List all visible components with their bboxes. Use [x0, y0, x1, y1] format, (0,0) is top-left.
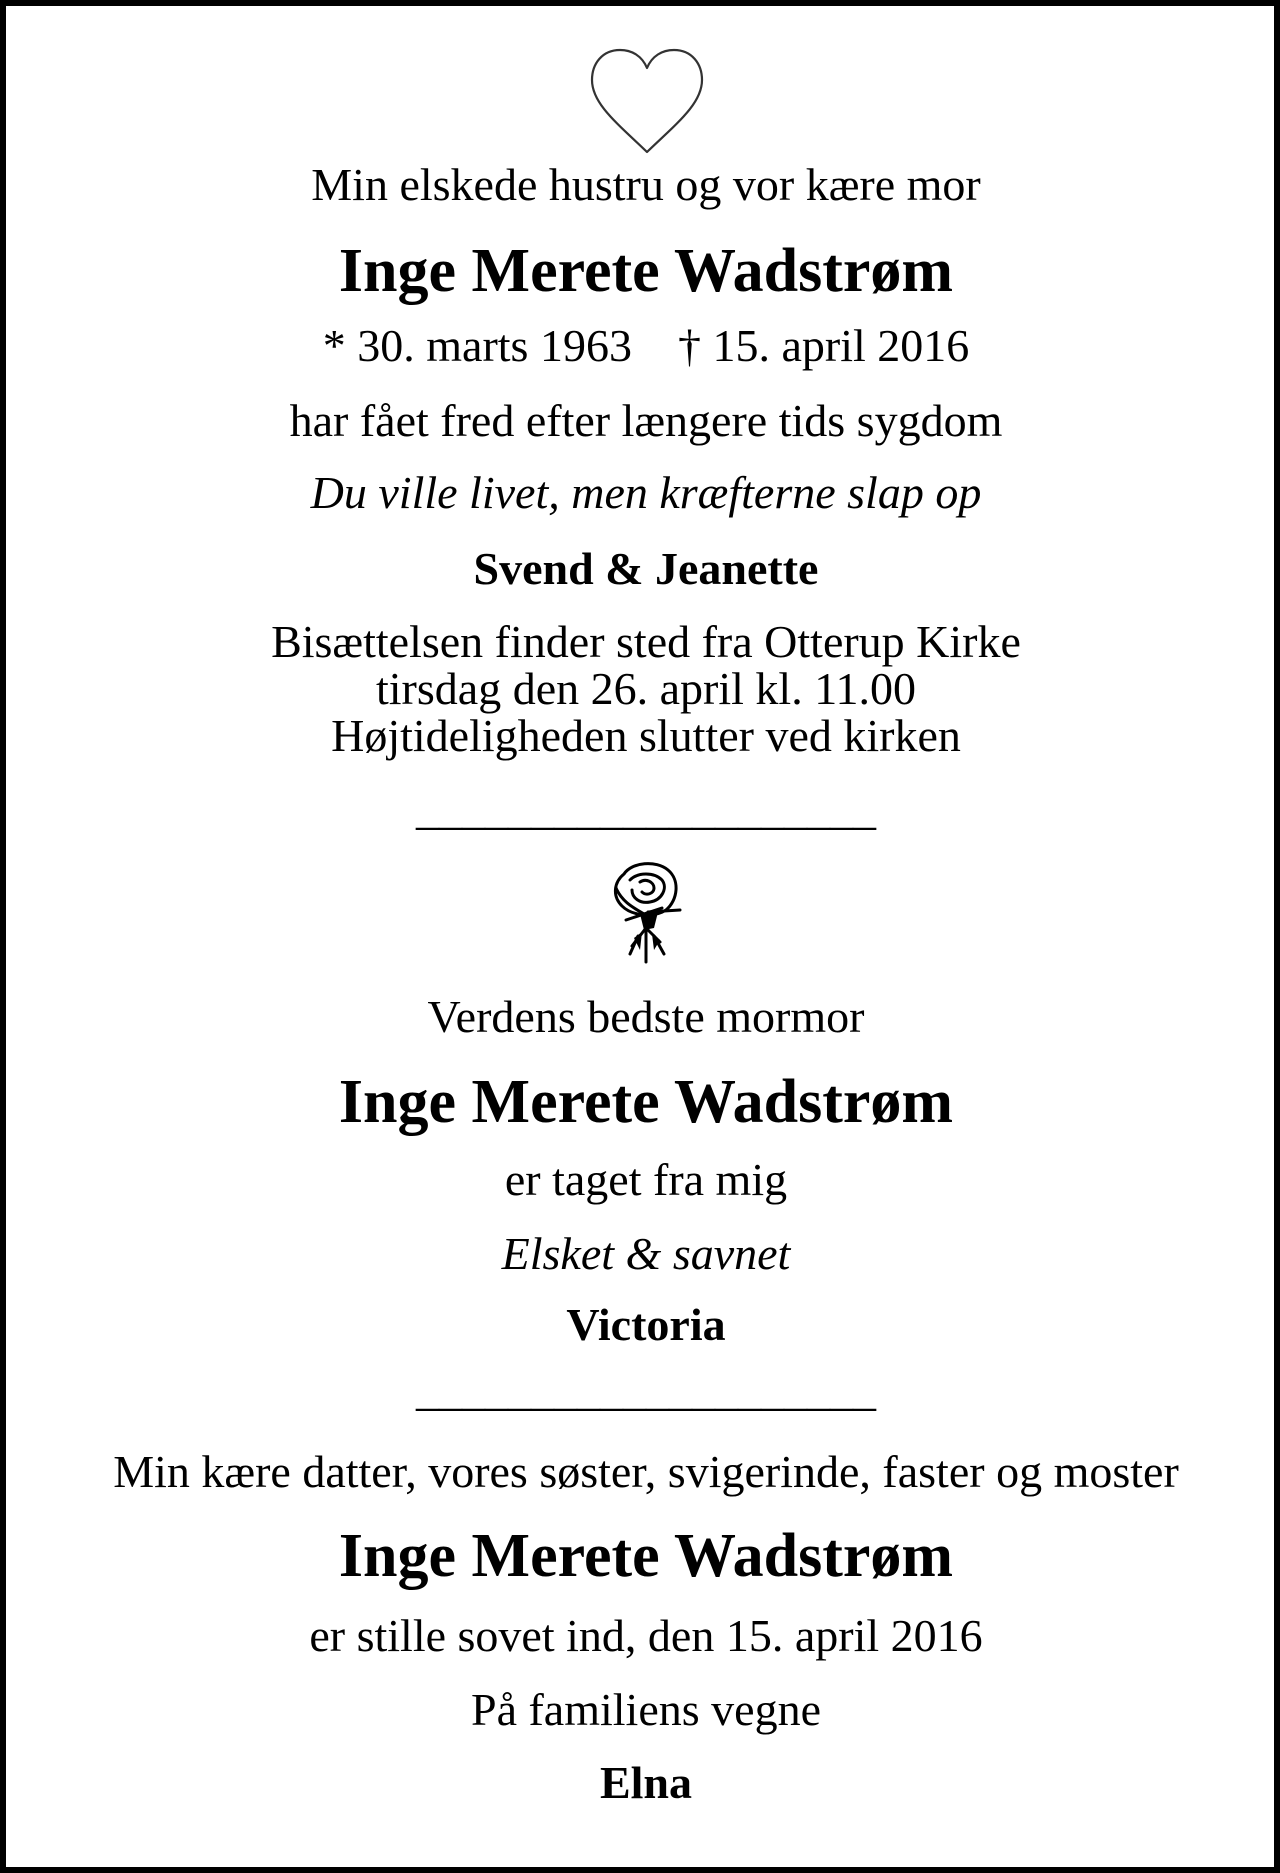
- notice-2-message: er taget fra mig: [504, 1154, 788, 1205]
- birth-date: * 30. marts 1963: [322, 320, 632, 371]
- notice-2-name: Inge Merete Wadstrøm: [338, 1068, 954, 1136]
- notice-1-name: Inge Merete Wadstrøm: [338, 237, 954, 305]
- separator-2: ____________________: [416, 1364, 876, 1415]
- notice-3-signature: Elna: [599, 1757, 693, 1808]
- notice-2-quote: Elsket & savnet: [501, 1228, 791, 1279]
- notice-3-name: Inge Merete Wadstrøm: [338, 1522, 954, 1590]
- death-date: † 15. april 2016: [677, 320, 970, 371]
- separator-1: ____________________: [416, 783, 876, 834]
- notice-1-message: har fået fred efter længere tids sygdom: [289, 395, 1003, 446]
- notice-3-message: er stille sovet ind, den 15. april 2016: [309, 1610, 983, 1661]
- rose-icon: [604, 858, 688, 966]
- funeral-line-1: Bisættelsen finder sted fra Otterup Kirke: [271, 616, 1021, 667]
- notice-3-intro: Min kære datter, vores søster, svigerinde, faster og moster: [113, 1446, 1179, 1497]
- notice-1-intro: Min elskede hustru og vor kære mor: [311, 159, 981, 210]
- funeral-line-3: Højtideligheden slutter ved kirken: [331, 710, 961, 761]
- notice-1-signature: Svend & Jeanette: [473, 543, 819, 594]
- notice-1-quote: Du ville livet, men kræfterne slap op: [310, 467, 982, 518]
- funeral-line-2: tirsdag den 26. april kl. 11.00: [376, 663, 916, 714]
- notice-1-dates: [6, 320, 1280, 371]
- heart-outline-icon: [588, 46, 706, 156]
- notice-2-signature: Victoria: [566, 1299, 726, 1350]
- notice-2-intro: Verdens bedste mormor: [427, 991, 865, 1042]
- notice-3-closing: På familiens vegne: [470, 1684, 821, 1735]
